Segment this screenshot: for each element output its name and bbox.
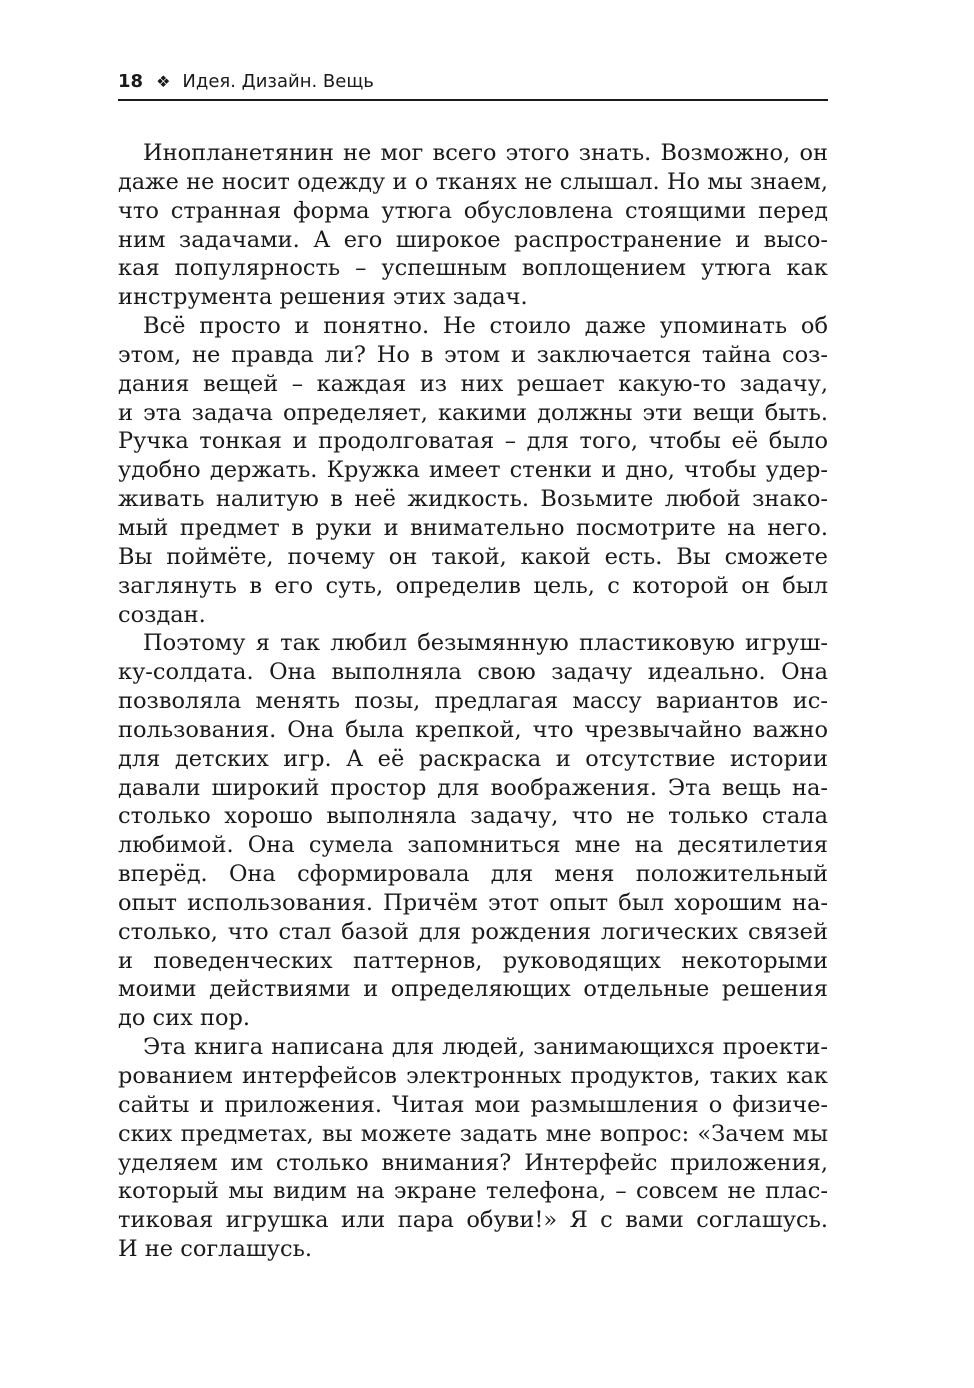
text-line: Ручка тонкая и продолговатая – для того, чтобы её было <box>118 428 828 455</box>
text-line: даже не носит одежду и о тканях не слышал. Но мы знаем, <box>118 168 828 195</box>
text-line: И не соглашусь. <box>118 1236 313 1263</box>
text-line: удобно держать. Кружка имеет стенки и дно, чтобы удер- <box>118 457 828 484</box>
text-line: столько, что стал базой для рождения логических связей <box>118 918 828 945</box>
text-line: моими действиями и определяющих отдельные решения <box>118 976 828 1003</box>
text-line: живать налитую в неё жидкость. Возьмите любой знако- <box>118 486 828 513</box>
text-line: позволяла менять позы, предлагая массу вариантов ис- <box>118 688 828 715</box>
text-line: сайты и приложения. Читая мои размышления о физиче- <box>118 1091 828 1118</box>
book-title: Идея. Дизайн. Вещь <box>182 71 374 92</box>
running-header <box>118 68 828 101</box>
body-text <box>118 139 828 1264</box>
text-line: Эта книга написана для людей, занимающихся проекти- <box>143 1034 828 1061</box>
text-line: что странная форма утюга обусловлена стоящими перед <box>118 197 828 224</box>
text-line: вперёд. Она сформировала для меня положительный <box>118 861 828 888</box>
text-line: до сих пор. <box>118 1005 251 1032</box>
paragraph-3 <box>118 629 828 1033</box>
text-line: столько хорошо выполняла задачу, что не только стала <box>118 803 828 830</box>
text-line: тиковая игрушка или пара обуви!» Я с вами соглашусь. <box>118 1207 828 1234</box>
paragraph-1 <box>118 139 828 312</box>
text-line: этом, не правда ли? Но в этом и заключается тайна соз- <box>118 341 828 368</box>
text-line: рованием интерфейсов электронных продуктов, таких как <box>118 1063 828 1089</box>
text-line: любимой. Она сумела запомниться мне на десятилетия <box>118 832 828 859</box>
text-line: кая популярность – успешным воплощением утюга как <box>118 255 828 282</box>
text-line: мый предмет в руки и внимательно посмотрите на него. <box>118 514 828 541</box>
text-line: и эта задача определяет, какими должны эти вещи быть. <box>118 399 828 426</box>
paragraph-4 <box>118 1033 828 1264</box>
text-line: пользования. Она была крепкой, что чрезвычайно важно <box>118 716 828 743</box>
text-line: Инопланетянин не мог всего этого знать. Возможно, он <box>143 140 828 166</box>
paragraph-2 <box>118 312 828 629</box>
text-line: который мы видим на экране телефона, – совсем не плас- <box>118 1178 828 1205</box>
text-line: дания вещей – каждая из них решает какую-то задачу, <box>118 370 828 397</box>
text-line: заглянуть в его суть, определив цель, с которой он был <box>118 572 828 599</box>
text-line: уделяем им столько внимания? Интерфейс приложения, <box>118 1149 828 1176</box>
text-line: ских предметах, вы можете задать мне вопрос: «Зачем мы <box>118 1120 828 1147</box>
text-line: давали широкий простор для воображения. Эта вещь на- <box>118 774 828 801</box>
text-line: ним задачами. А его широкое распространение и высо- <box>118 226 828 253</box>
page-number: 18 <box>118 71 144 92</box>
text-line: создан. <box>118 601 206 628</box>
text-line: Всё просто и понятно. Не стоило даже упоминать об <box>143 313 828 340</box>
text-line: инструмента решения этих задач. <box>118 284 528 311</box>
text-line: опыт использования. Причём этот опыт был хорошим на- <box>118 889 828 916</box>
text-line: для детских игр. А её раскраска и отсутствие истории <box>118 745 828 772</box>
fleuron-icon: ❖ <box>156 72 171 91</box>
book-page <box>118 68 828 1264</box>
text-line: ку-солдата. Она выполняла свою задачу идеально. Она <box>118 659 828 686</box>
text-line: Вы поймёте, почему он такой, какой есть. Вы сможете <box>118 543 828 570</box>
text-line: Поэтому я так любил безымянную пластиковую игруш- <box>143 630 828 657</box>
text-line: и поведенческих паттернов, руководящих некоторыми <box>118 947 828 974</box>
